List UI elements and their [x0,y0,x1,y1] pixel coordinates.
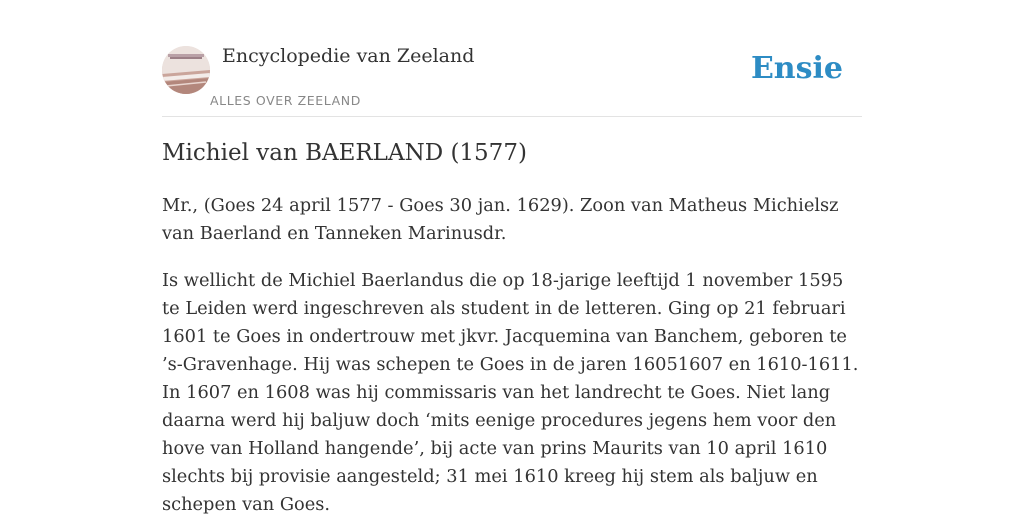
page [162,0,862,515]
article-paragraph: Is wellicht de Michiel Baerlandus die op 18-jarige leeftijd 1 november 1595 te Leiden werd ingeschreven als student in de letteren. Ging op 21 februari 1601 te Goes in ondertrouw met jkvr. Jacquemina van Banchem, geboren te ’s-Gravenhage. Hij was schepen te Goes in de jaren 16051607 en 1610-1611. In 1607 en 1608 was hij commissaris van het landrecht te Goes. Niet lang daarna werd hij baljuw doch ‘mits eenige procedures jegens hem voor den hove van Holland hangende’, bij acte van prins Maurits van 10 april 1610 slechts bij provisie aangesteld; 31 mei 1610 kreeg hij stem als baljuw en schepen van Goes. [162,270,859,515]
book-image-icon [162,46,210,94]
article-paragraph: Mr., (Goes 24 april 1577 - Goes 30 jan. 1629). Zoon van Matheus Michielsz van Baerland en Tanneken Marinusdr. [162,195,839,244]
site-tagline: ALLES OVER ZEELAND [210,93,361,108]
ensie-brand-logo[interactable]: Ensie [750,51,843,86]
article-title: Michiel van BAERLAND (1577) [162,140,527,166]
site-header [162,0,862,117]
site-title-link[interactable]: Encyclopedie van Zeeland [222,45,475,67]
site-logo-avatar[interactable] [162,46,210,94]
